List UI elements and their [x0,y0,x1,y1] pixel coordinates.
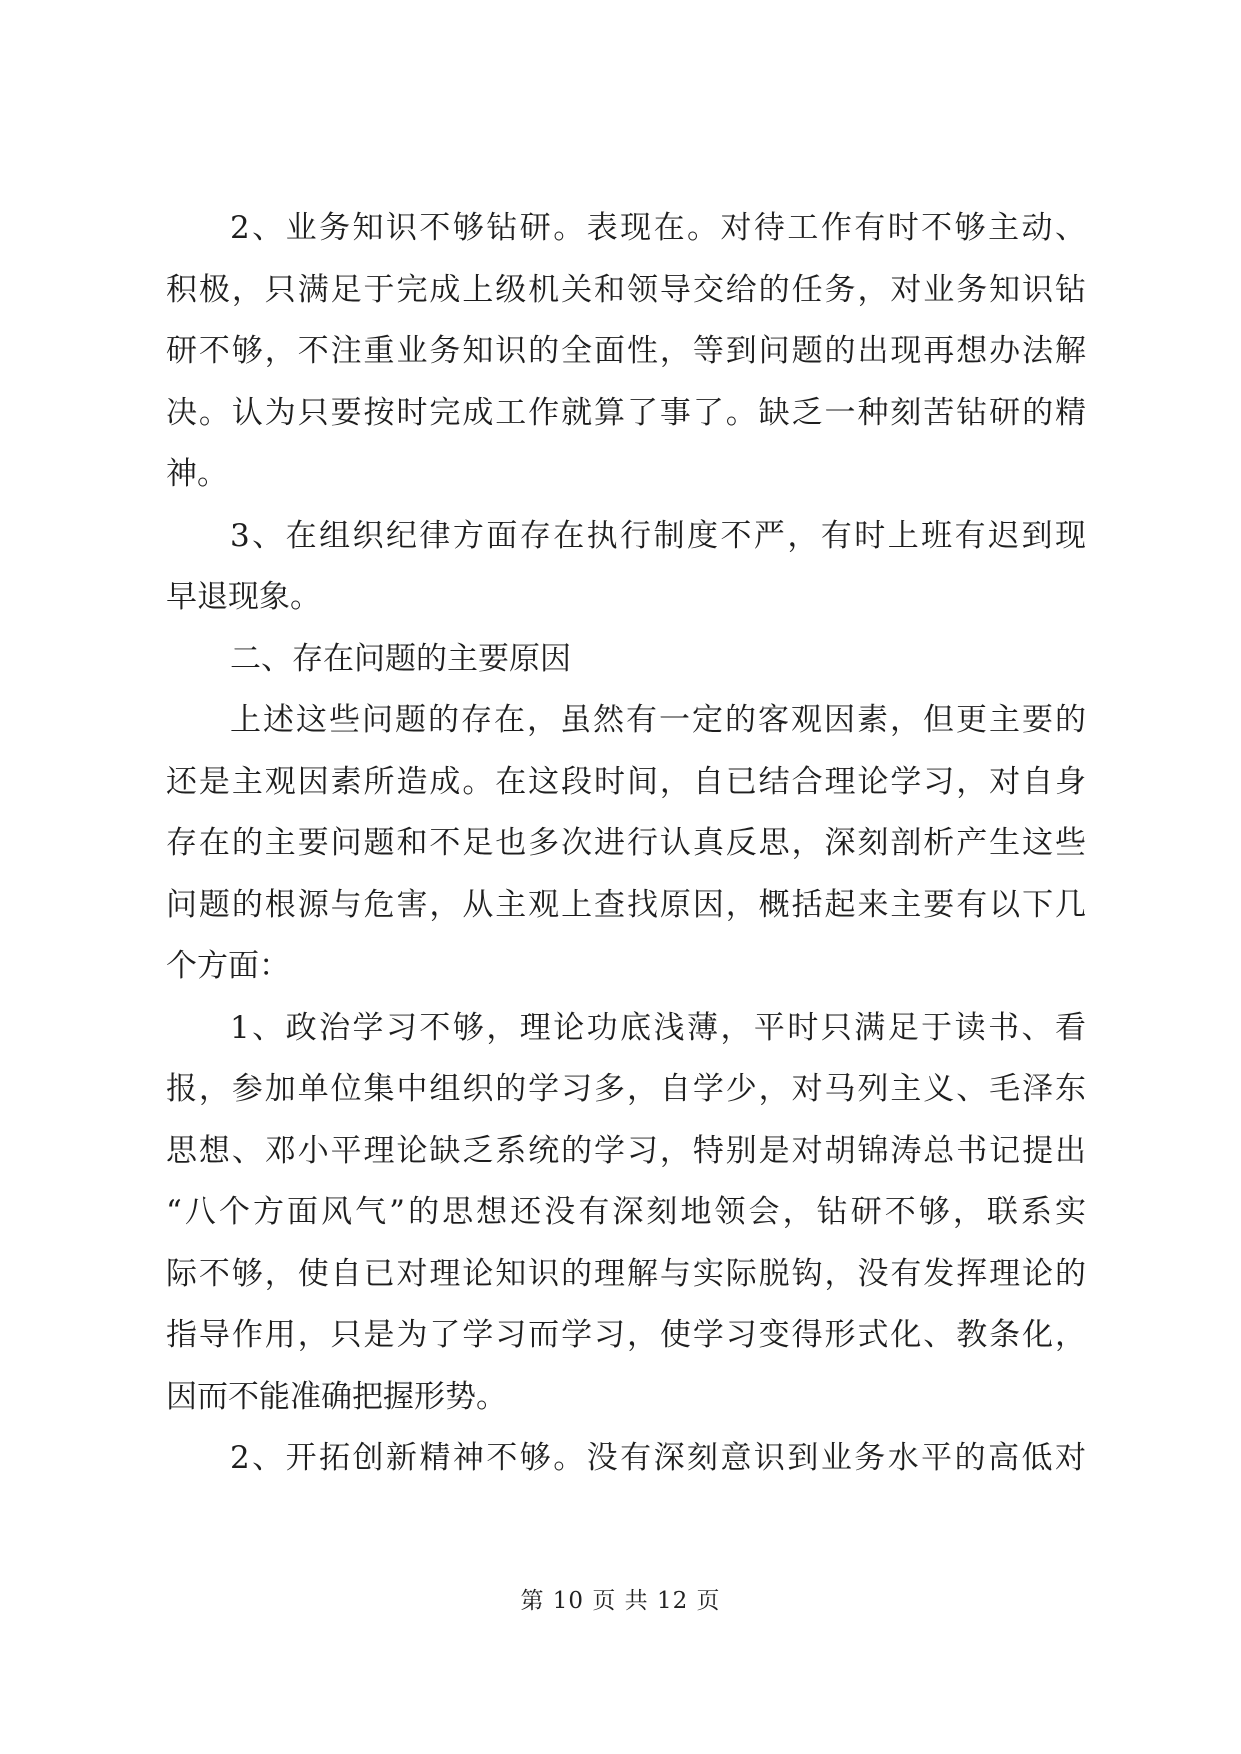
page-footer: 第 10 页 共 12 页 [520,1588,721,1614]
text-line: 际不够，使自已对理论知识的理解与实际脱钩，没有发挥理论的 [166,1255,1086,1292]
text-line: 2、开拓创新精神不够。没有深刻意识到业务水平的高低对 [230,1440,1086,1476]
text-line: 早退现象。 [166,579,321,615]
text-line: 问题的根源与危害，从主观上查找原因，概括起来主要有以下几 [166,886,1086,923]
text-line: 研不够，不注重业务知识的全面性，等到问题的出现再想办法解 [166,333,1086,369]
text-line: 神。 [166,456,228,492]
text-line: 个方面： [166,948,290,984]
text-line: 2、业务知识不够钻研。表现在。对待工作有时不够主动、 [230,210,1086,246]
text-line: 指导作用，只是为了学习而学习，使学习变得形式化、教条化， [166,1317,1086,1353]
text-line: 决。认为只要按时完成工作就算了事了。缺乏一种刻苦钻研的精 [166,394,1086,431]
text-line: 二、存在问题的主要原因 [230,640,571,677]
text-line: 3、在组织纪律方面存在执行制度不严，有时上班有迟到现 [230,517,1086,554]
text-line: 还是主观因素所造成。在这段时间，自已结合理论学习，对自身 [166,763,1086,800]
text-line: 报，参加单位集中组织的学习多，自学少，对马列主义、毛泽东 [166,1071,1086,1107]
text-line: “八个方面风气”的思想还没有深刻地领会，钻研不够，联系实 [166,1194,1086,1230]
text-line: 思想、邓小平理论缺乏系统的学习，特别是对胡锦涛总书记提出 [166,1132,1086,1169]
text-line: 存在的主要问题和不足也多次进行认真反思，深刻剖析产生这些 [166,825,1086,861]
text-line: 1、政治学习不够，理论功底浅薄，平时只满足于读书、看 [230,1009,1086,1046]
document-body [166,198,1086,1490]
text-line: 上述这些问题的存在，虽然有一定的客观因素，但更主要的 [230,702,1086,738]
text-line: 积极，只满足于完成上级机关和领导交给的任务，对业务知识钻 [166,271,1086,308]
text-line: 因而不能准确把握形势。 [166,1378,507,1415]
